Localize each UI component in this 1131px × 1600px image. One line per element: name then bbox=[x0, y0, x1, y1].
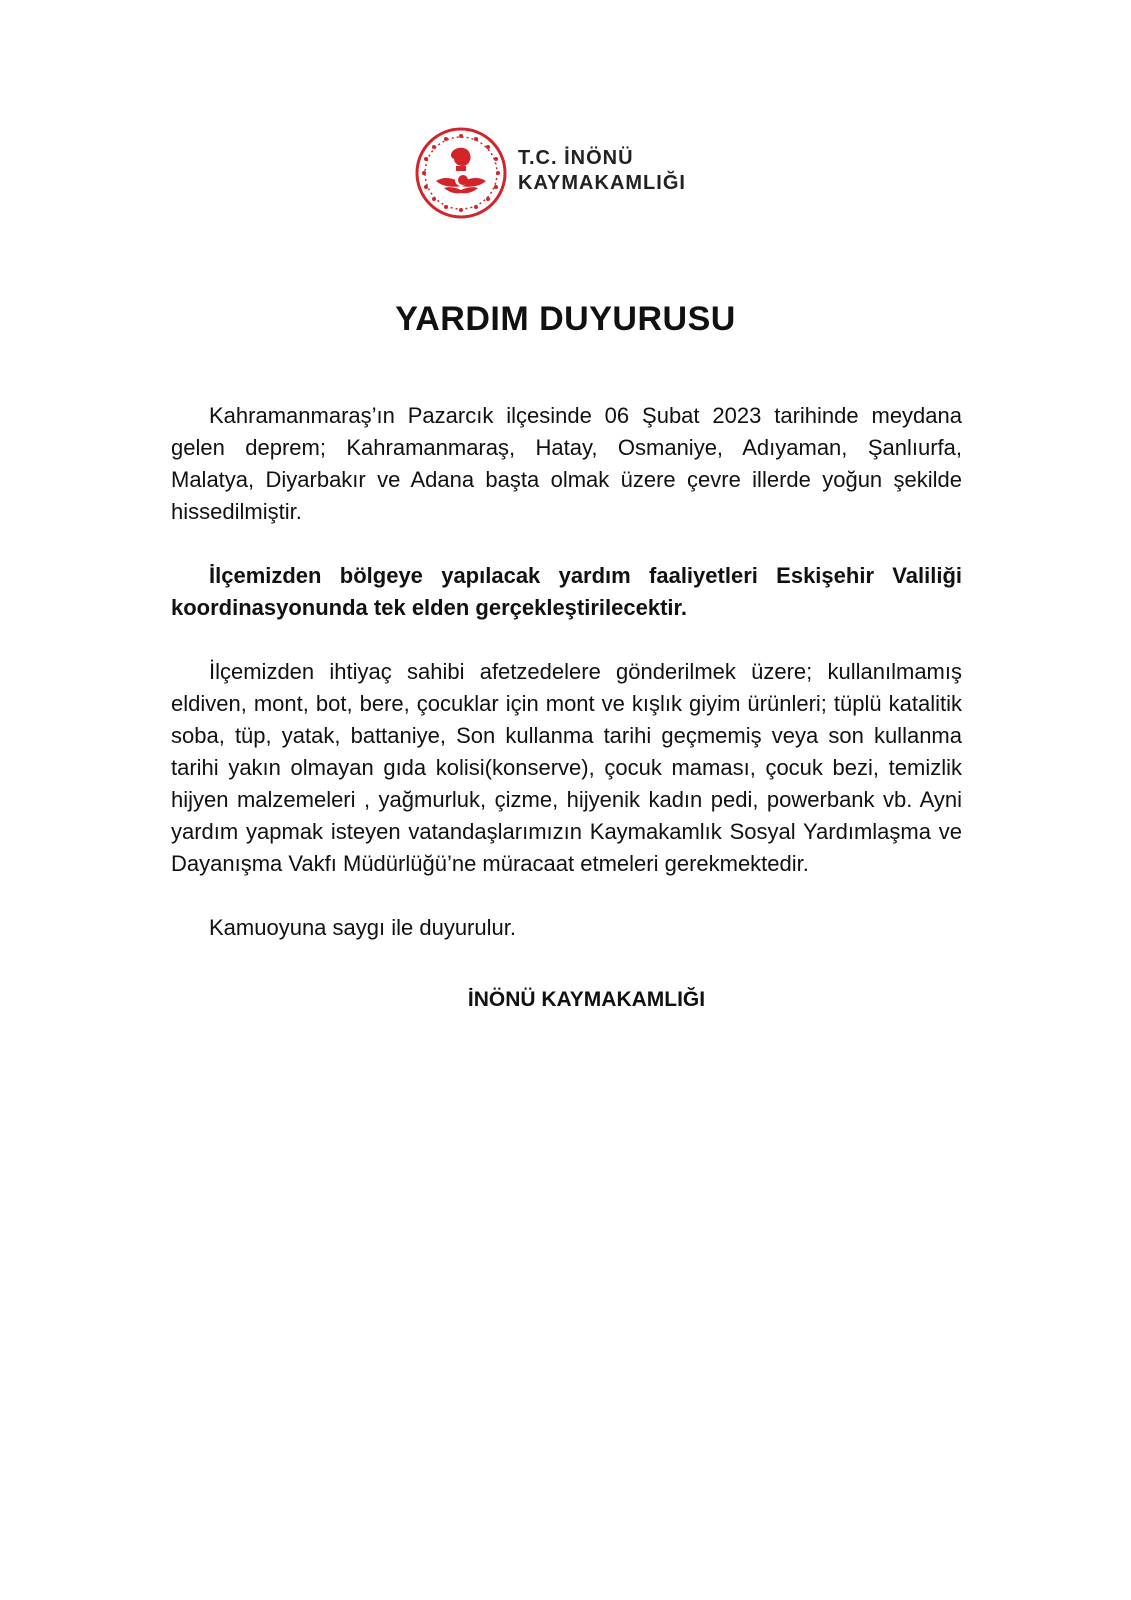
organization-name bbox=[518, 146, 686, 196]
org-line-2: KAYMAKAMLIĞI bbox=[518, 172, 686, 194]
page-title: YARDIM DUYURUSU bbox=[395, 300, 736, 338]
document-body bbox=[171, 400, 962, 1016]
signature: İNÖNÜ KAYMAKAMLIĞI bbox=[467, 988, 706, 1011]
seal-icon bbox=[414, 126, 508, 220]
letterhead bbox=[414, 126, 714, 222]
paragraph: Kahramanmaraş’ın Pazarcık ilçesinde 06 Şubat 2023 tarihinde meydana gelen deprem; Kahramanmaraş, Hatay, Osmaniye, Adıyaman, Şanlıurfa, Malatya, Diyarbakır ve Adana başta olmak üzere çevre illerde yoğun şekilde hissedilmiştir. bbox=[171, 403, 962, 524]
org-line-1: T.C. İNÖNÜ bbox=[518, 147, 634, 169]
closing-line: Kamuoyuna saygı ile duyurulur. bbox=[209, 915, 516, 940]
paragraph: İlçemizden ihtiyaç sahibi afetzedelere gönderilmek üzere; kullanılmamış eldiven, mont, bot, bere, çocuklar için mont ve kışlık giyim ürünleri; tüplü katalitik soba, tüp, yatak, battaniye, Son kullanma tarihi geçmemiş veya son kullanma tarihi yakın olmayan gıda kolisi(konserve), çocuk maması, çocuk bezi, temizlik hijyen malzemeleri , yağmurluk, çizme, hijyenik kadın pedi, powerbank vb. Ayni yardım yapmak isteyen vatandaşlarımızın Kaymakamlık Sosyal Yardımlaşma ve Dayanışma Vakfı Müdürlüğü’ne müracaat etmeleri gerekmektedir. bbox=[171, 659, 962, 876]
paragraph-highlight: İlçemizden bölgeye yapılacak yardım faaliyetleri Eskişehir Valiliği koordinasyonunda tek elden gerçekleştirilecektir. bbox=[171, 563, 962, 620]
